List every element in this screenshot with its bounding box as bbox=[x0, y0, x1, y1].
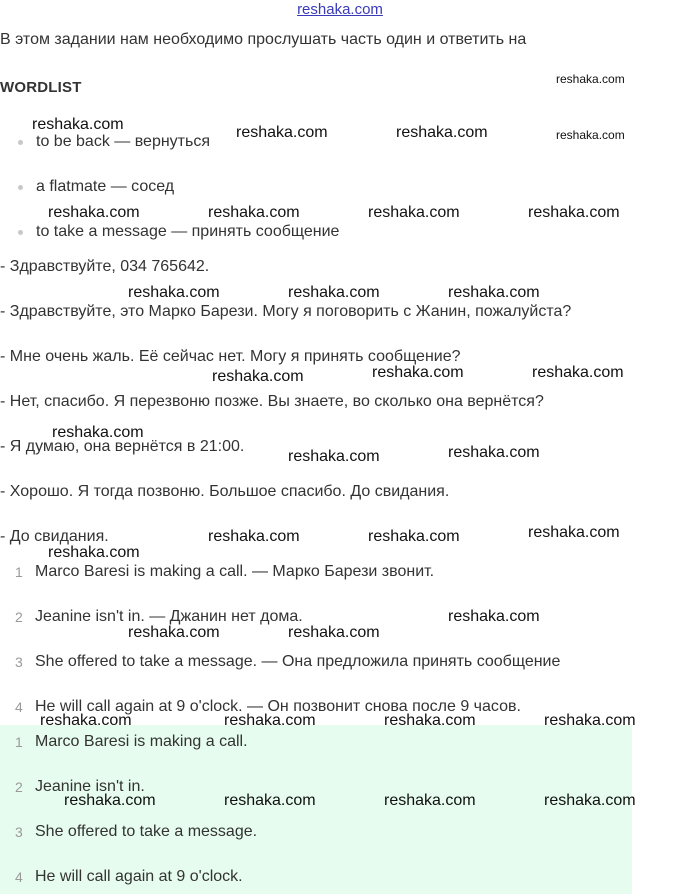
watermark: reshaka.com bbox=[368, 528, 460, 545]
dialog-line: - Хорошо. Я тогда позвоню. Большое спасибо. До свидания. bbox=[0, 483, 450, 500]
item-number: 2 bbox=[15, 779, 23, 795]
watermark: reshaka.com bbox=[64, 792, 156, 809]
watermark: reshaka.com bbox=[224, 712, 316, 729]
item-number: 2 bbox=[15, 609, 23, 625]
item-number: 1 bbox=[15, 734, 23, 750]
watermark: reshaka.com bbox=[128, 624, 220, 641]
item-text: Marco Baresi is making a call. bbox=[35, 733, 248, 750]
watermark: reshaka.com bbox=[532, 364, 624, 381]
watermark: reshaka.com bbox=[236, 124, 328, 141]
watermark: reshaka.com bbox=[528, 204, 620, 221]
bullet-icon bbox=[18, 140, 23, 145]
answer-item bbox=[0, 823, 660, 845]
watermark: reshaka.com bbox=[48, 544, 140, 561]
watermark: reshaka.com bbox=[372, 364, 464, 381]
item-text: He will call again at 9 o'clock. — Он позвонит снова после 9 часов. bbox=[35, 698, 521, 715]
watermark: reshaka.com bbox=[384, 712, 476, 729]
item-number: 4 bbox=[15, 699, 23, 715]
item-number: 4 bbox=[15, 869, 23, 885]
watermark: reshaka.com bbox=[212, 368, 304, 385]
watermark: reshaka.com bbox=[544, 792, 636, 809]
watermark: reshaka.com bbox=[208, 528, 300, 545]
answer-item bbox=[0, 868, 660, 890]
watermark: reshaka.com bbox=[384, 792, 476, 809]
watermark: reshaka.com bbox=[32, 116, 124, 133]
intro-text: В этом задании нам необходимо прослушать часть один и ответить на bbox=[0, 31, 527, 48]
dialog-line: - Мне очень жаль. Её сейчас нет. Могу я принять сообщение? bbox=[0, 348, 461, 365]
site-link[interactable]: reshaka.com bbox=[297, 1, 383, 18]
watermark: reshaka.com bbox=[528, 524, 620, 541]
bullet-icon bbox=[18, 185, 23, 190]
watermark: reshaka.com bbox=[288, 624, 380, 641]
answer-item bbox=[0, 733, 660, 755]
translation-item bbox=[0, 563, 660, 585]
item-text: He will call again at 9 o'clock. bbox=[35, 868, 243, 885]
watermark: reshaka.com bbox=[288, 448, 380, 465]
item-text: Jeanine isn't in. bbox=[35, 778, 145, 795]
watermark: reshaka.com bbox=[396, 124, 488, 141]
watermark: reshaka.com bbox=[224, 792, 316, 809]
watermark: reshaka.com bbox=[556, 128, 625, 142]
dialog-line: - Нет, спасибо. Я перезвоню позже. Вы знаете, во сколько она вернётся? bbox=[0, 393, 544, 410]
watermark: reshaka.com bbox=[448, 444, 540, 461]
watermark: reshaka.com bbox=[128, 284, 220, 301]
watermark: reshaka.com bbox=[556, 72, 625, 86]
wordlist-title: WORDLIST bbox=[0, 79, 82, 96]
dialog-line: - Здравствуйте, 034 765642. bbox=[0, 258, 210, 275]
watermark: reshaka.com bbox=[48, 204, 140, 221]
watermark: reshaka.com bbox=[52, 424, 144, 441]
item-number: 3 bbox=[15, 654, 23, 670]
watermark: reshaka.com bbox=[448, 284, 540, 301]
translation-item bbox=[0, 653, 660, 675]
bullet-icon bbox=[18, 230, 23, 235]
wordlist-item-text: to be back — вернуться bbox=[36, 133, 210, 150]
item-text: She offered to take a message. — Она предложила принять сообщение bbox=[35, 653, 561, 670]
watermark: reshaka.com bbox=[40, 712, 132, 729]
wordlist-item-text: to take a message — принять сообщение bbox=[36, 223, 340, 240]
watermark: reshaka.com bbox=[208, 204, 300, 221]
item-number: 3 bbox=[15, 824, 23, 840]
dialog-line: - Я думаю, она вернётся в 21:00. bbox=[0, 438, 245, 455]
watermark: reshaka.com bbox=[288, 284, 380, 301]
watermark: reshaka.com bbox=[544, 712, 636, 729]
item-text: Marco Baresi is making a call. — Марко Барези звонит. bbox=[35, 563, 435, 580]
item-text: She offered to take a message. bbox=[35, 823, 258, 840]
dialog-line: - До свидания. bbox=[0, 528, 109, 545]
wordlist-item-text: a flatmate — сосед bbox=[36, 178, 175, 195]
dialog-line: - Здравствуйте, это Марко Барези. Могу я поговорить с Жанин, пожалуйста? bbox=[0, 303, 572, 320]
item-text: Jeanine isn't in. — Джанин нет дома. bbox=[35, 608, 303, 625]
watermark: reshaka.com bbox=[368, 204, 460, 221]
item-number: 1 bbox=[15, 564, 23, 580]
watermark: reshaka.com bbox=[448, 608, 540, 625]
